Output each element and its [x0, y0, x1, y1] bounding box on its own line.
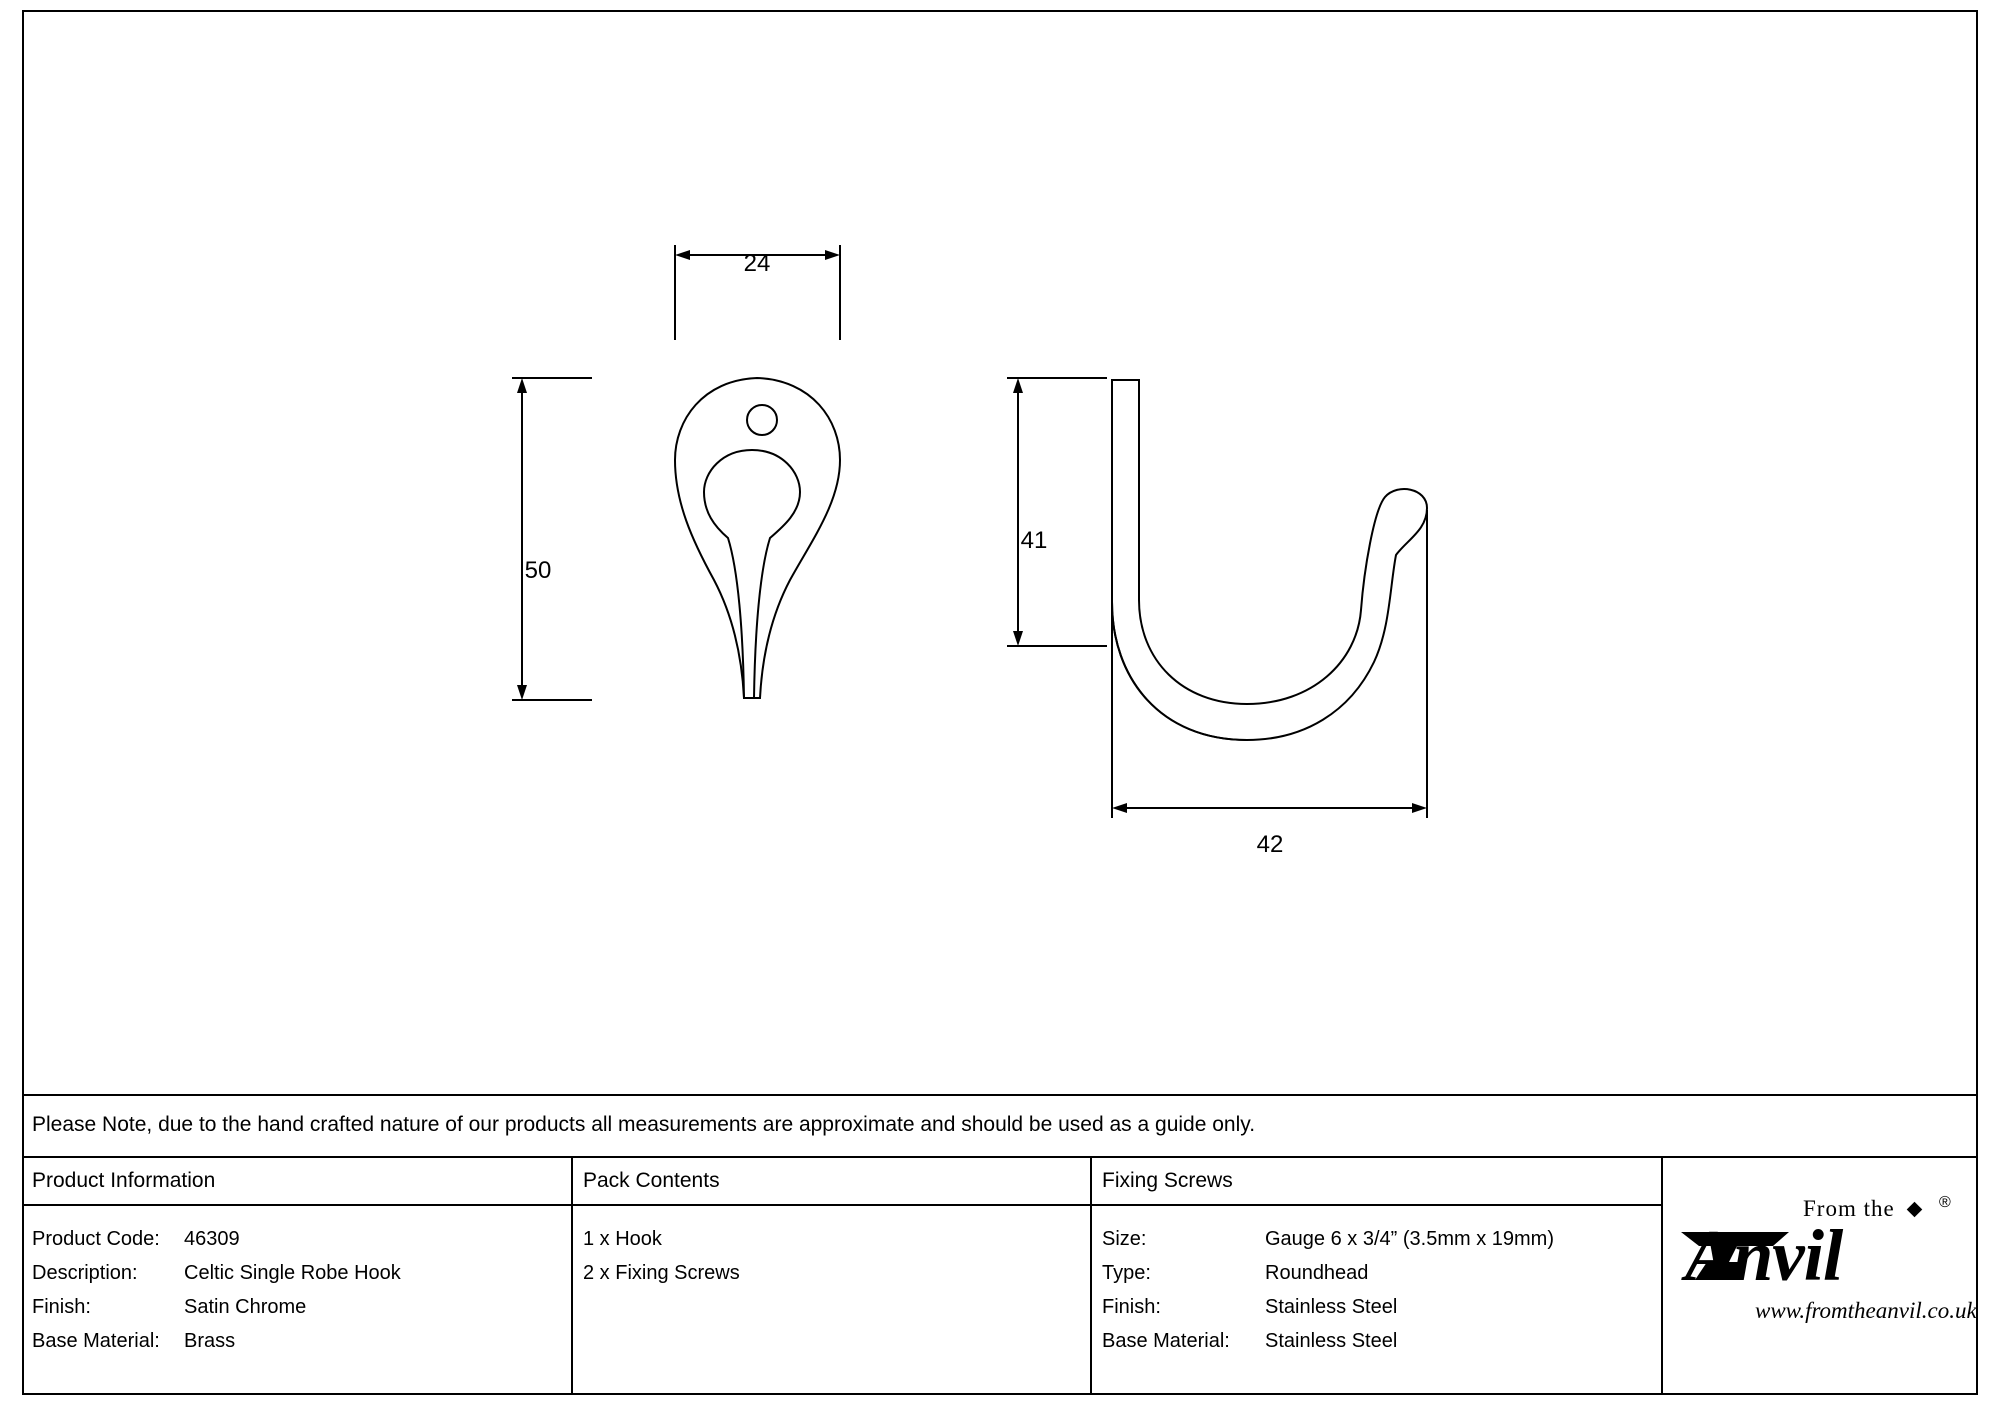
info-table [22, 1158, 1978, 1395]
fixing-screws-header [1092, 1158, 1661, 1206]
logo-website-url: www.fromtheanvil.co.uk [1755, 1298, 1977, 1323]
fixing-screws-column [1090, 1158, 1661, 1395]
table-row [32, 1222, 571, 1256]
finish-value: Satin Chrome [184, 1296, 307, 1318]
dim-label-41: 41 [1020, 527, 1048, 554]
technical-drawing-area [22, 10, 1978, 1094]
side-hook-outline [1112, 380, 1427, 740]
base-material-value: Brass [184, 1330, 236, 1352]
dim-label-24: 24 [743, 250, 771, 277]
fixing-screws-header-label: Fixing Screws [1102, 1169, 1233, 1192]
table-row [1102, 1256, 1661, 1290]
screw-size-value: Gauge 6 x 3/4” (3.5mm x 19mm) [1265, 1228, 1554, 1250]
base-material-label: Base Material: [32, 1330, 160, 1352]
note-row [22, 1094, 1978, 1158]
product-information-body [22, 1206, 571, 1358]
screw-base-material-value: Stainless Steel [1265, 1330, 1398, 1352]
table-row [1102, 1222, 1661, 1256]
table-row [1102, 1290, 1661, 1324]
dim-label-42: 42 [1256, 831, 1284, 858]
description-value: Celtic Single Robe Hook [184, 1262, 401, 1284]
measurement-note: Please Note, due to the hand crafted nature of our products all measurements are approximate and should be used as a guide only. [32, 1113, 1256, 1136]
fixing-screws-body [1092, 1206, 1661, 1358]
pack-contents-header [573, 1158, 1090, 1206]
finish-label: Finish: [32, 1296, 91, 1318]
registered-trademark-icon: ® [1939, 1194, 1951, 1211]
description-label: Description: [32, 1262, 138, 1284]
logo-anvil-text: Anvil [1685, 1215, 1843, 1296]
front-hook-silhouette [704, 450, 800, 698]
dim-label-50: 50 [524, 557, 552, 584]
table-row [1102, 1324, 1661, 1358]
table-row [32, 1290, 571, 1324]
product-code-value: 46309 [184, 1228, 240, 1250]
product-information-column [22, 1158, 571, 1395]
screw-finish-label: Finish: [1102, 1296, 1161, 1318]
table-row [32, 1256, 571, 1290]
pack-contents-column [571, 1158, 1090, 1395]
side-hook-back-edge [1112, 380, 1247, 740]
screw-type-label: Type: [1102, 1262, 1151, 1284]
screw-finish-value: Stainless Steel [1265, 1296, 1398, 1318]
product-information-header [22, 1158, 571, 1206]
diamond-icon [1907, 1202, 1923, 1218]
screw-size-label: Size: [1102, 1228, 1147, 1250]
brand-logo [1663, 1158, 1980, 1395]
list-item: 2 x Fixing Screws [583, 1262, 740, 1284]
product-code-label: Product Code: [32, 1228, 160, 1250]
pack-contents-body [573, 1206, 1090, 1290]
logo-from-the-text: From the [1803, 1196, 1895, 1221]
product-information-header-label: Product Information [32, 1169, 216, 1192]
front-plate-outline [675, 378, 840, 698]
screw-type-value: Roundhead [1265, 1262, 1369, 1284]
fixing-hole [747, 405, 777, 435]
list-item: 1 x Hook [583, 1228, 662, 1250]
table-row [32, 1324, 571, 1358]
screw-base-material-label: Base Material: [1102, 1330, 1230, 1352]
pack-contents-header-label: Pack Contents [583, 1169, 720, 1192]
brand-logo-column [1661, 1158, 1978, 1395]
